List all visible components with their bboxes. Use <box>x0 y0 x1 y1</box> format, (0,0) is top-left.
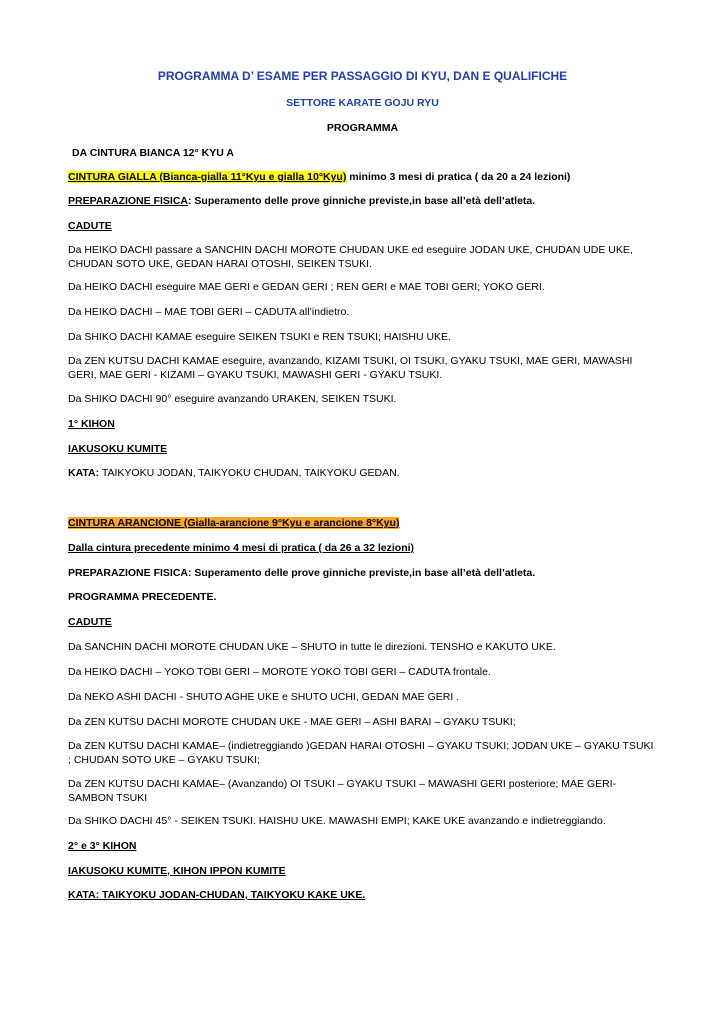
min-practice-line: Dalla cintura precedente minimo 4 mesi di pratica ( da 26 a 32 lezioni) <box>68 542 415 554</box>
programma-heading: PROGRAMMA <box>326 122 399 134</box>
technique-line: Da SHIKO DACHI KAMAE eseguire SEIKEN TSUKI e REN TSUKI; HAISHU UKE. <box>68 331 451 343</box>
prep-fisica-line: PREPARAZIONE FISICA: Superamento delle prove ginniche previste,in base all’età dell’atleta. <box>68 567 536 579</box>
technique-line: Da HEIKO DACHI – MAE TOBI GERI – CADUTA all’indietro. <box>68 306 350 318</box>
cadute-heading: CADUTE <box>68 220 112 232</box>
orange-belt-heading <box>68 516 399 530</box>
orange-belt-title: CINTURA ARANCIONE (Gialla-arancione 9°Kyu e arancione 8°Kyu) <box>68 517 400 529</box>
kumite-heading: IAKUSOKU KUMITE, KIHON IPPON KUMITE <box>68 865 286 877</box>
technique-line: Da SHIKO DACHI 90° eseguire avanzando URAKEN, SEIKEN TSUKI. <box>68 393 397 405</box>
kata-line: KATA: TAIKYOKU JODAN-CHUDAN, TAIKYOKU KAKE UKE. <box>68 889 366 901</box>
yellow-belt-title: CINTURA GIALLA (Bianca-gialla 11°Kyu e gialla 10°Kyu) <box>68 171 347 183</box>
technique-line: Da NEKO ASHI DACHI - SHUTO AGHE UKE e SHUTO UCHI, GEDAN MAE GERI . <box>68 691 460 703</box>
yellow-belt-requirement: minimo 3 mesi di pratica ( da 20 a 24 lezioni) <box>346 171 571 183</box>
kata-label: KATA: <box>68 467 100 479</box>
kata-line <box>68 466 400 480</box>
cadute-heading: CADUTE <box>68 616 112 628</box>
technique-line: Da ZEN KUTSU DACHI MOROTE CHUDAN UKE - MAE GERI – ASHI BARAI – GYAKU TSUKI; <box>68 716 516 728</box>
prep-fisica-label: PREPARAZIONE FISICA <box>68 195 188 207</box>
technique-line: Da ZEN KUTSU DACHI KAMAE eseguire, avanzando, KIZAMI TSUKI, OI TSUKI, GYAKU TSUKI, MAE GERI, MAWASHI GERI, MAE GERI - KIZAMI – GYAKU TSUKI, MAWASHI GERI - GYAKU TSUKI. <box>68 355 633 381</box>
technique-line: Da HEIKO DACHI – YOKO TOBI GERI – MOROTE YOKO TOBI GERI – CADUTA frontale. <box>68 666 491 678</box>
prep-fisica-text: : Superamento delle prove ginniche previste,in base all’età dell’atleta. <box>187 195 536 207</box>
from-belt-heading: DA CINTURA BIANCA 12° KYU A <box>72 147 234 159</box>
previous-program-line: PROGRAMMA PRECEDENTE. <box>68 591 217 603</box>
technique-line: Da HEIKO DACHI passare a SANCHIN DACHI MOROTE CHUDAN UKE ed eseguire JODAN UKE, CHUDAN UDE UKE, CHUDAN SOTO UKE, GEDAN HARAI OTOSHI, SEIKEN TSUKI. <box>68 244 633 270</box>
kata-text: TAIKYOKU JODAN, TAIKYOKU CHUDAN, TAIKYOKU GEDAN. <box>99 467 400 479</box>
kihon-heading: 1° KIHON <box>68 418 115 430</box>
kihon-heading: 2° e 3° KIHON <box>68 840 137 852</box>
technique-line: Da SANCHIN DACHI MOROTE CHUDAN UKE – SHUTO in tutte le direzioni. TENSHO e KAKUTO UKE. <box>68 641 556 653</box>
document-title: PROGRAMMA D’ ESAME PER PASSAGGIO DI KYU, DAN E QUALIFICHE <box>157 69 568 83</box>
technique-line: Da ZEN KUTSU DACHI KAMAE– (indietreggiando )GEDAN HARAI OTOSHI – GYAKU TSUKI; JODAN UKE – GYAKU TSUKI ; CHUDAN SOTO UKE – GYAKU TSUKI; <box>68 740 654 766</box>
sector-subtitle: SETTORE KARATE GOJU RYU <box>286 97 439 109</box>
technique-line: Da ZEN KUTSU DACHI KAMAE– (Avanzando) OI TSUKI – GYAKU TSUKI – MAWASHI GERI posteriore; MAE GERI-SAMBON TSUKI <box>68 778 617 804</box>
technique-line: Da SHIKO DACHI 45° - SEIKEN TSUKI. HAISHU UKE. MAWASHI EMPI; KAKE UKE avanzando e indietreggiando. <box>68 815 606 827</box>
technique-line: Da HEIKO DACHI eseguire MAE GERI e GEDAN GERI ; REN GERI e MAE TOBI GERI; YOKO GERI. <box>68 281 545 293</box>
prep-fisica-line <box>68 194 535 208</box>
yellow-belt-heading <box>68 170 570 184</box>
kumite-heading: IAKUSOKU KUMITE <box>68 443 168 455</box>
